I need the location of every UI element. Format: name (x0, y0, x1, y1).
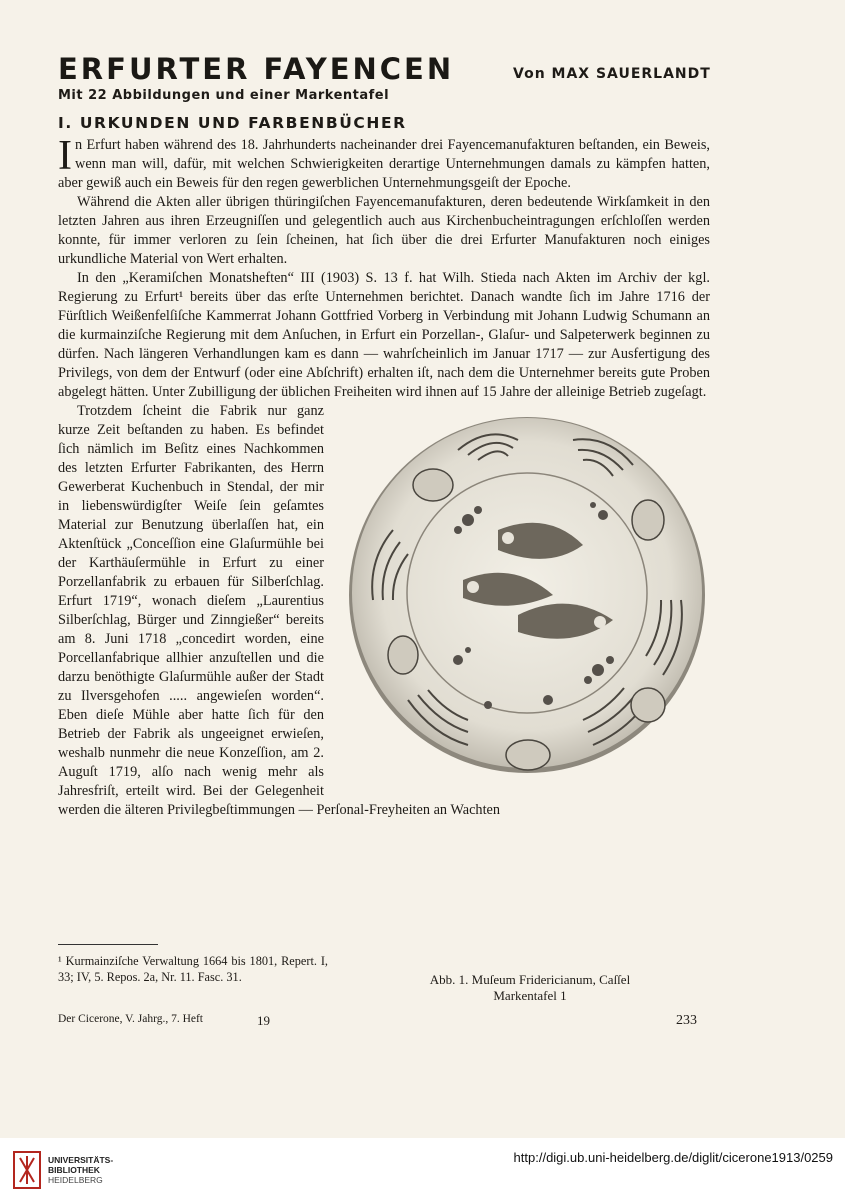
library-name-line-2: BIBLIOTHEK (48, 1165, 100, 1175)
paragraph-4 (58, 402, 710, 820)
article-body (58, 133, 710, 820)
figure-caption (385, 972, 675, 1004)
paragraph-2: Während die Akten aller übrigen thüringiſchen Fayencemanufakturen, deren bedeutende Wirkſamkeit in den letzten Jahren aus ihren Erzeugniſſen und gelegentlich auch aus Kirchenbucheintragungen erſchloſſen werden konnte, für immer verloren zu ſein ſcheinen, hat ſich über die drei Erfurter Manufakturen noch einiges urkundliche Material von Wert erhalten. (58, 194, 710, 267)
signature-mark: 19 (257, 1013, 270, 1028)
article-title: ERFURTER FAYENCEN (58, 52, 455, 86)
journal-footer: Der Cicerone, V. Jahrg., 7. Heft (58, 1013, 203, 1025)
section-heading: I. URKUNDEN UND FARBENBÜCHER (58, 114, 407, 132)
library-name-line-3: HEIDELBERG (48, 1175, 103, 1185)
footnote-rule (58, 944, 158, 945)
paragraph-1-text: n Erfurt haben während des 18. Jahrhunderts nacheinander drei Fayencemanufakturen beſtanden, ein Beweis, wenn man will, dafür, mit welchen Schwierigkeiten derartige Unternehmungen damals zu kämpfen hatten, aber gewiß auch ein Beweis für den regen gewerblichen Unternehmungsgeiſt der Epoche. (58, 137, 710, 191)
page-number: 233 (676, 1013, 697, 1028)
source-url-link[interactable]: http://digi.ub.uni-heidelberg.de/diglit/cicerone1913/0259 (513, 1150, 833, 1165)
caption-line-2: Markentafel 1 (493, 988, 567, 1003)
faience-plate-image (348, 410, 706, 780)
footnote: ¹ Kurmainziſche Verwaltung 1664 bis 1801, Repert. I, 33; IV, 5. Repos. 2a, Nr. 11. Fasc. 31. (58, 954, 328, 984)
figure-plate (338, 410, 710, 792)
article-author: Von MAX SAUERLANDT (513, 66, 711, 82)
library-seal-icon (12, 1150, 42, 1190)
library-logo (12, 1150, 113, 1190)
library-name (48, 1155, 113, 1185)
paragraph-1 (58, 133, 710, 193)
paragraph-3: In den „Keramiſchen Monatsheften“ III (1903) S. 13 f. hat Wilh. Stieda nach Akten im Archiv der kgl. Regierung zu Erfurt¹ bereits über das erſte Unternehmen berichtet. Danach wandte ſich im Jahre 1716 der Fürſtlich Weißenfelſiſche Kammerrat Johann Gottfried Vorberg in Verbindung mit Johann Ludwig Schumann an die kurmainziſche Regierung mit dem Anſuchen, in Erfurt ein Porzellan-, Glaſur- und Salpeterwerk beginnen zu dürfen. Nach längeren Verhandlungen kam es dann — wahrſcheinlich im Januar 1717 — zur Ausfertigung des Privilegs, von dem der Entwurf (oder eine Abſchrift) erhalten iſt, nach dem die Unternehmer bereits gute Proben abgelegt hätten. Unter Zubilligung der üblichen Freiheiten wird ihnen auf 15 Jahre der alleinige Betrieb zugeſagt. (58, 270, 710, 400)
article-subtitle: Mit 22 Abbildungen und einer Markentafel (58, 88, 390, 103)
library-name-line-1: UNIVERSITÄTS- (48, 1155, 114, 1165)
caption-line-1: Abb. 1. Muſeum Fridericianum, Caſſel (429, 972, 631, 987)
paragraph-4-text: Trotzdem ſcheint die Fabrik nur ganz kurze Zeit beſtanden zu haben. Es befindet ſich nämlich im Beſitz eines Nachkommen des letzten Erfurter Fabrikanten, des Herrn Gewerberat Kuchenbuch in Stendal, der mir in liebenswürdigſter Weiſe ſein geſamtes Material zur Benutzung überlaſſen hat, ein Aktenſtück „Conceſſion eine Glaſurmühle bei der Karthäuſermühle in Erfurt zu einer Porzellanfabrik zu erbauen für Silberſchlag. Erfurt 1719“, wonach dieſem „Laurentius Silberſchlag, Bürger und Zinngießer“ bereits am 8. Juni 1718 „concedirt worden, eine Porcellanfabrique allhier anzuſtellen und die darzu benöthigte Glaſurmühle außer der Stadt zu Ilversgehofen ..... angewieſen worden“. Eben dieſe Mühle aber hatte ſich für den Betrieb der Fabrik als ungeeignet erwieſen, weshalb nunmehr die neue Konzeſſion, am 2. Auguſt 1719, alſo nach wenig mehr als Jahresfriſt, erteilt wird. Bei der Gelegenheit werden die älteren Privilegbeſtimmungen — Perſonal-Freyheiten an Wachten (58, 403, 501, 818)
drop-cap: I (58, 133, 72, 179)
